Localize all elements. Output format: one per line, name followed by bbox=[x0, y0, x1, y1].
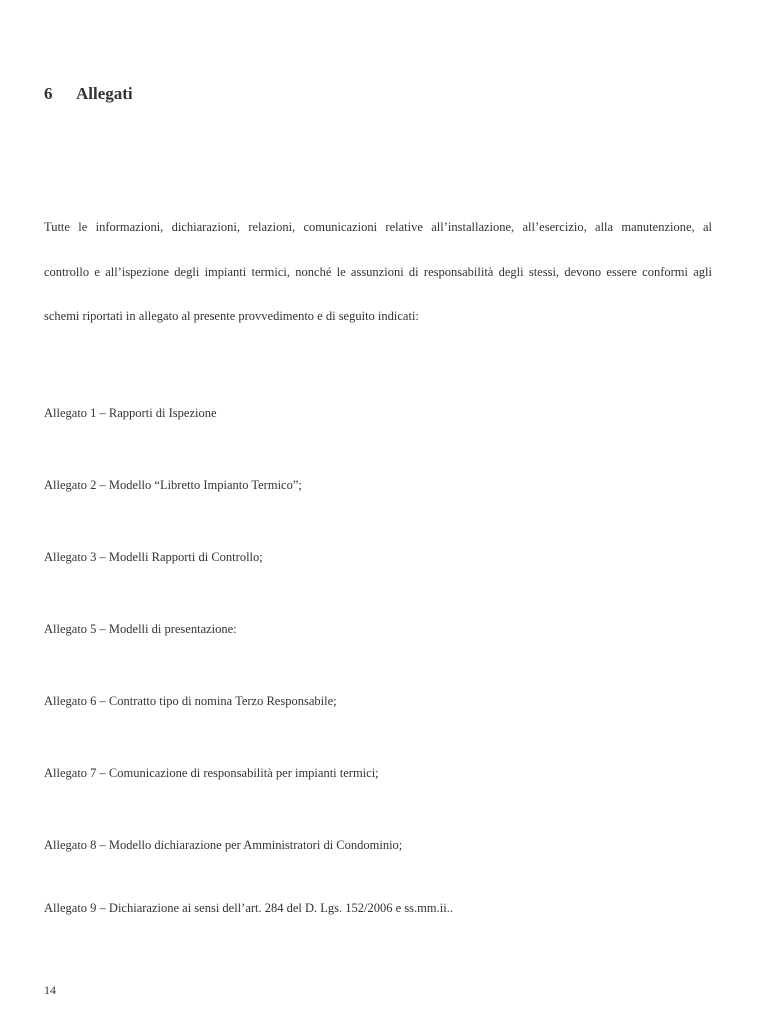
page-number: 14 bbox=[44, 983, 56, 997]
annex-item-5: Allegato 5 – Modelli di presentazione: bbox=[44, 622, 237, 636]
annex-item-6: Allegato 6 – Contratto tipo di nomina Terzo Responsabile; bbox=[44, 694, 337, 708]
annex-item-8: Allegato 8 – Modello dichiarazione per Amministratori di Condominio; bbox=[44, 838, 403, 852]
section-number: 6 bbox=[44, 84, 53, 103]
annex-item-7: Allegato 7 – Comunicazione di responsabilità per impianti termici; bbox=[44, 766, 379, 780]
intro-line-1: Tutte le informazioni, dichiarazioni, relazioni, comunicazioni relative all’installazione, all’esercizio, alla manutenzione, al bbox=[44, 220, 712, 234]
annex-item-9: Allegato 9 – Dichiarazione ai sensi dell’art. 284 del D. Lgs. 152/2006 e ss.mm.ii.. bbox=[44, 901, 453, 915]
annex-item-3: Allegato 3 – Modelli Rapporti di Controllo; bbox=[44, 550, 263, 564]
annex-item-2: Allegato 2 – Modello “Libretto Impianto Termico”; bbox=[44, 478, 302, 492]
intro-line-3: schemi riportati in allegato al presente provvedimento e di seguito indicati: bbox=[44, 309, 419, 323]
intro-paragraph bbox=[44, 205, 712, 339]
section-title: Allegati bbox=[76, 84, 133, 103]
section-heading bbox=[44, 84, 133, 104]
intro-line-2: controllo e all’ispezione degli impianti termici, nonché le assunzioni di responsabilità degli stessi, devono essere conformi agli bbox=[44, 264, 712, 279]
annex-item-1: Allegato 1 – Rapporti di Ispezione bbox=[44, 406, 217, 420]
